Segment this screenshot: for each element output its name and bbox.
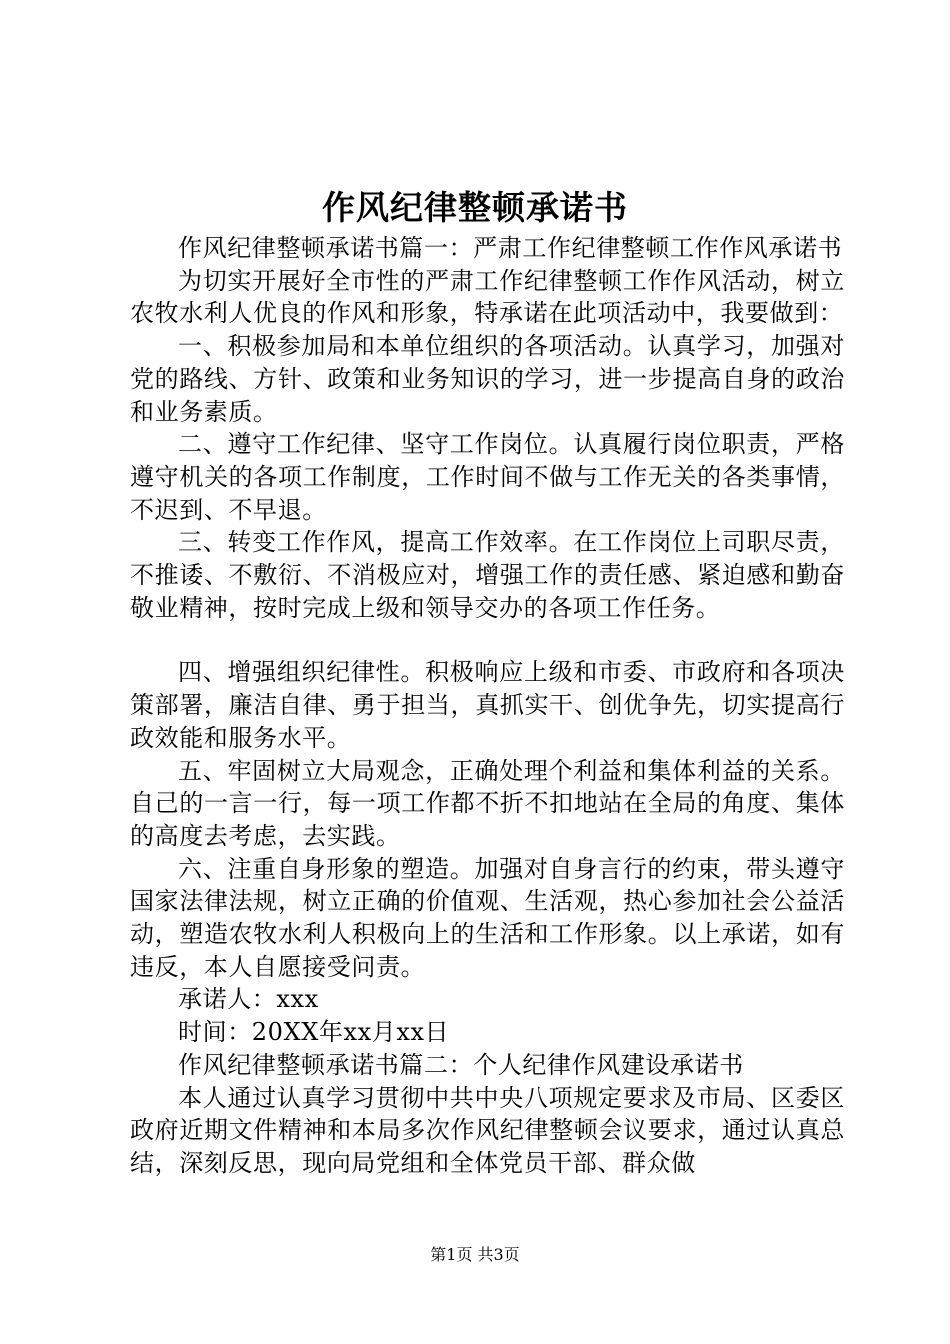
document-body — [130, 232, 845, 1180]
paragraph-item-4: 四、增强组织纪律性。积极响应上级和市委、市政府和各项决策部署，廉洁自律、勇于担当，真抓实干、创优争先，切实提高行政效能和服务水平。 — [130, 658, 845, 752]
document-title: 作风纪律整顿承诺书 — [322, 188, 628, 227]
paragraph-item-5: 五、牢固树立大局观念，正确处理个利益和集体利益的关系。自己的一言一行，每一项工作都不折不扣地站在全局的角度、集体的高度去考虑，去实践。 — [130, 756, 845, 850]
page-number-footer: 第1页 共3页 — [430, 1245, 520, 1264]
paragraph-item-3: 三、转变工作作风，提高工作效率。在工作岗位上司职尽责，不推诿、不敷衍、不消极应对，增强工作的责任感、紧迫感和勤奋敬业精神，按时完成上级和领导交办的各项工作任务。 — [130, 528, 845, 622]
signatory-line: 承诺人：xxx — [178, 985, 319, 1014]
paragraph-item-1: 一、积极参加局和本单位组织的各项活动。认真学习，加强对党的路线、方针、政策和业务知识的学习，进一步提高自身的政治和业务素质。 — [130, 332, 845, 426]
paragraph-item-2: 二、遵守工作纪律、坚守工作岗位。认真履行岗位职责，严格遵守机关的各项工作制度，工作时间不做与工作无关的各类事情，不迟到、不早退。 — [130, 430, 845, 524]
paragraph-intro: 为切实开展好全市性的严肃工作纪律整顿工作作风活动，树立农牧水利人优良的作风和形象，特承诺在此项活动中，我要做到： — [130, 266, 845, 328]
paragraph-item-6: 六、注重自身形象的塑造。加强对自身言行的约束，带头遵守国家法律法规，树立正确的价值观、生活观，热心参加社会公益活动，塑造农牧水利人积极向上的生活和工作形象。以上承诺，如有违反，本人自愿接受问责。 — [130, 854, 845, 981]
date-line: 时间：20XX年xx月xx日 — [178, 1018, 450, 1047]
paragraph-heading-part-one: 作风纪律整顿承诺书篇一：严肃工作纪律整顿工作作风承诺书 — [178, 234, 843, 262]
paragraph-part-two-intro: 本人通过认真学习贯彻中共中央八项规定要求及市局、区委区政府近期文件精神和本局多次作风纪律整顿会议要求，通过认真总结，深刻反思，现向局党组和全体党员干部、群众做 — [130, 1083, 845, 1177]
paragraph-heading-part-two: 作风纪律整顿承诺书篇二：个人纪律作风建设承诺书 — [178, 1050, 744, 1079]
